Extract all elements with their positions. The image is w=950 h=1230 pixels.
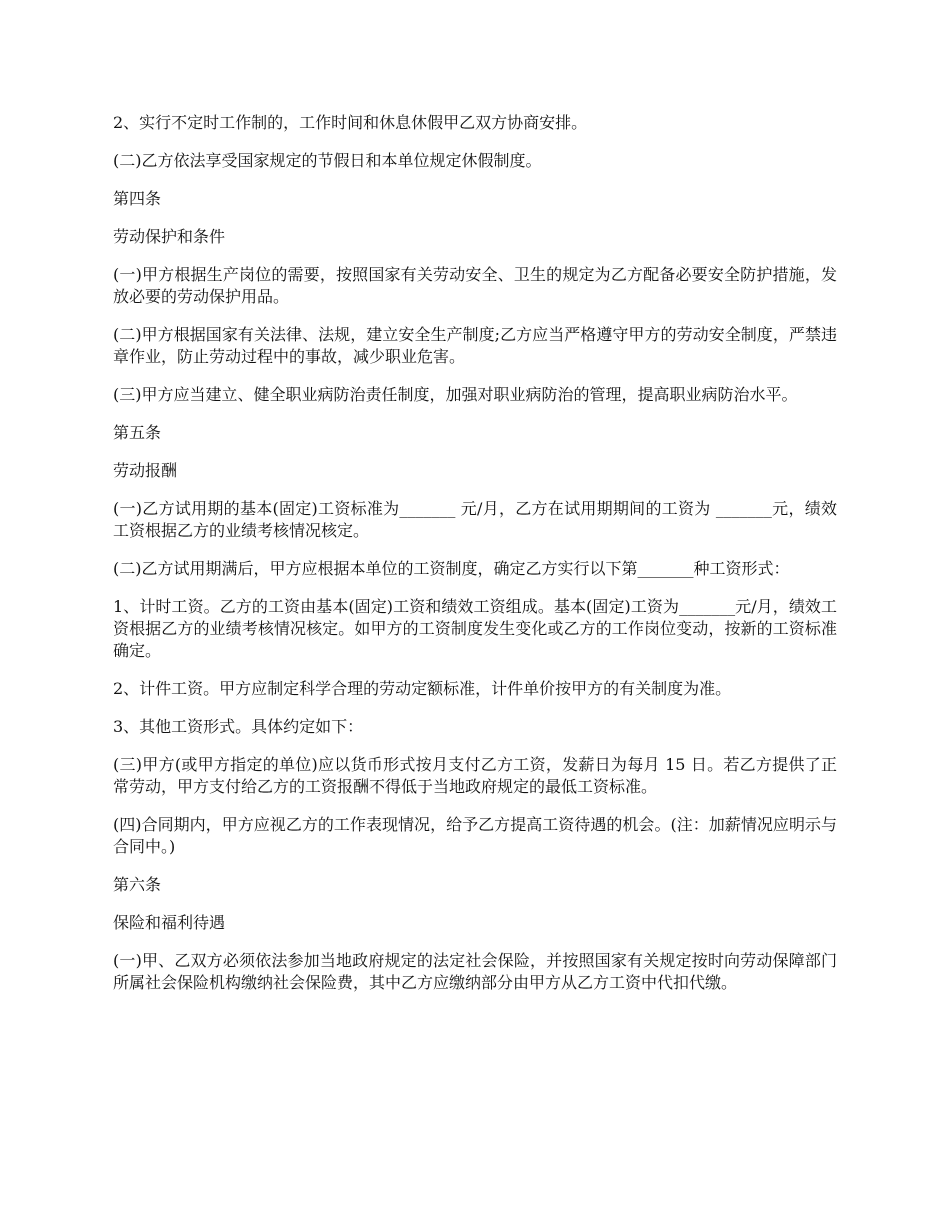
article-6-heading: 第六条	[113, 875, 162, 894]
article-6-title: 保险和福利待遇	[113, 913, 226, 932]
document-body	[113, 112, 837, 1010]
article-5-title: 劳动报酬	[113, 461, 178, 480]
paragraph-pay-timewage: 1、计时工资。乙方的工资由基本(固定)工资和绩效工资组成。基本(固定)工资为_______元/月，绩效工资根据乙方的业绩考核情况核定。如甲方的工资制度发生变化或乙方的工作岗位变动，按新的工资标准确定。	[113, 597, 837, 660]
paragraph-pay-2: (二)乙方试用期满后，甲方应根据本单位的工资制度，确定乙方实行以下第_______种工资形式：	[113, 559, 790, 578]
paragraph-protection-1: (一)甲方根据生产岗位的需要，按照国家有关劳动安全、卫生的规定为乙方配备必要安全防护措施，发放必要的劳动保护用品。	[113, 265, 837, 306]
paragraph-pay-other: 3、其他工资形式。具体约定如下：	[113, 717, 364, 736]
paragraph-worktime-item-2: 2、实行不定时工作制的，工作时间和休息休假甲乙双方协商安排。	[113, 113, 588, 132]
paragraph-holiday-clause: (二)乙方依法享受国家规定的节假日和本单位规定休假制度。	[113, 151, 542, 170]
paragraph-pay-3: (三)甲方(或甲方指定的单位)应以货币形式按月支付乙方工资，发薪日为每月 15 日。若乙方提供了正常劳动，甲方支付给乙方的工资报酬不得低于当地政府规定的最低工资标准。	[113, 755, 837, 796]
paragraph-pay-1: (一)乙方试用期的基本(固定)工资标准为_______ 元/月，乙方在试用期期间的工资为 _______元，绩效工资根据乙方的业绩考核情况核定。	[113, 499, 837, 540]
paragraph-protection-3: (三)甲方应当建立、健全职业病防治责任制度，加强对职业病防治的管理，提高职业病防治水平。	[113, 385, 798, 404]
paragraph-protection-2: (二)甲方根据国家有关法律、法规，建立安全生产制度;乙方应当严格遵守甲方的劳动安全制度，严禁违章作业，防止劳动过程中的事故，减少职业危害。	[113, 325, 837, 366]
paragraph-insurance-1: (一)甲、乙双方必须依法参加当地政府规定的法定社会保险，并按照国家有关规定按时向劳动保障部门所属社会保险机构缴纳社会保险费，其中乙方应缴纳部分由甲方从乙方工资中代扣代缴。	[113, 951, 837, 992]
paragraph-pay-4: (四)合同期内，甲方应视乙方的工作表现情况，给予乙方提高工资待遇的机会。(注：加薪情况应明示与合同中。)	[113, 815, 837, 856]
article-4-title: 劳动保护和条件	[113, 227, 226, 246]
article-5-heading: 第五条	[113, 423, 162, 442]
paragraph-pay-piecewage: 2、计件工资。甲方应制定科学合理的劳动定额标准，计件单价按甲方的有关制度为准。	[113, 679, 732, 698]
article-4-heading: 第四条	[113, 189, 162, 208]
